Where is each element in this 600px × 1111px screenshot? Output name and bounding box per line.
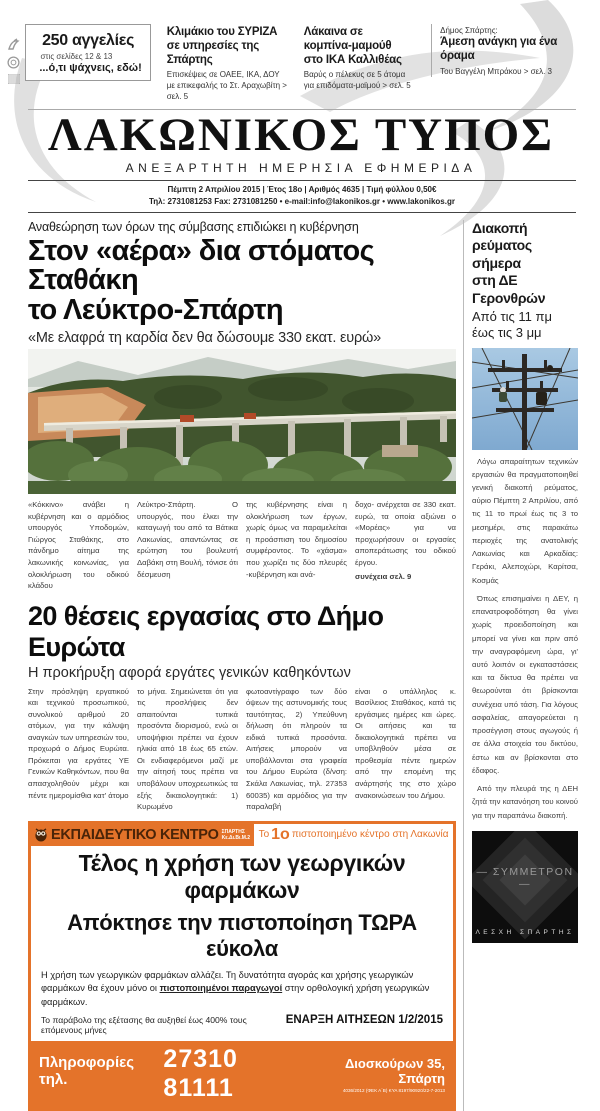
powerline-photo (472, 348, 578, 450)
teaser-title: Άμεση ανάγκη για ένα όραμα (440, 36, 568, 64)
phone-label: Πληροφορίες τηλ. (39, 1054, 157, 1088)
teaser-subtitle: Βαρύς ο πέλεκυς σε 5 άτομα για επιδόματα-μαϊμού > σελ. 5 (304, 70, 413, 92)
training-ad-brand-city: ΣΠΑΡΤΗΣ (222, 829, 250, 835)
lead-kicker: Αναθεώρηση των όρων της σύμβασης επιδιώκει η κυβέρνηση (28, 220, 456, 234)
main-column (28, 220, 456, 1111)
newspaper-subtitle: ΑΝΕΞΑΡΤΗΤΗ ΗΜΕΡΗΣΙΑ ΕΦΗΜΕΡΙΔΑ (26, 161, 576, 175)
classifieds-slogan: ...ό,τι ψάχνεις, εδώ! (32, 62, 141, 74)
sidebar-paragraph-1: Λόγω απαραίτητων τεχνικών εργασιών θα πραγματοποιηθεί γενική διακοπή ρεύματος, αύριο Πέμπτη 2 Απριλίου, από τις 11 το πρωί έως τις 3 το μεσημέρι, στις παρακάτω περιοχές της ανατολικής Λακωνίας και Αρκαδίας: Γεράκι, Αλεποχώρι, Καρίτσα, Κοσμάς (472, 455, 578, 587)
sidebar-title-line3: στη ΔΕ Γερονθρών (472, 272, 578, 307)
bridge-photo (28, 349, 456, 494)
lead-headline-line2: το Λεύκτρο-Σπάρτη (28, 296, 456, 326)
phone-number: 27310 81111 (163, 1045, 305, 1103)
training-ad-subtitle: Απόκτησε την πιστοποίηση ΤΩΡΑ εύκολα (31, 910, 453, 962)
classifieds-pages: στις σελίδες 12 & 13 (40, 52, 143, 61)
jobs-body-columns (28, 686, 456, 813)
training-center-ad (28, 821, 456, 1111)
lead-column-4 (355, 499, 456, 591)
classifieds-box (25, 24, 150, 81)
training-ad-brand-cert: Κε.Δι.Βι.Μ.2 (222, 835, 250, 841)
symmetron-ad (472, 831, 578, 943)
issue-dateline: Πέμπτη 2 Απριλίου 2015 | Έτος 18ο | Αριθμός 4635 | Τιμή φύλλου 0,50€ (28, 184, 576, 196)
lead-headline (28, 237, 456, 326)
sidebar-sub-line2: έως τις 3 μμ (472, 325, 578, 341)
training-ad-title: Τέλος η χρήση των γεωργικών φαρμάκων (31, 850, 453, 904)
top-teaser-strip (2, 24, 576, 103)
teaser-dimos-spartis (431, 24, 576, 77)
newspaper-title: ΛΑΚΩΝΙΚΟΣ ΤΥΠΟΣ (26, 112, 576, 160)
circle-seal-icon (7, 56, 20, 69)
teaser-title: Λάκαινα σε κομπίνα-μαμούθ στο ΙΚΑ Καλλιθέας (304, 26, 413, 67)
edge-print-marks (2, 24, 25, 84)
training-ad-address (305, 1056, 445, 1093)
teaser-syriza (159, 24, 296, 103)
sidebar-title-line2: σήμερα (472, 255, 578, 273)
teaser-title: Κλιμάκιο του ΣΥΡΙΖΑ σε υπηρεσίες της Σπάρτης (167, 26, 288, 67)
contact-line: Τηλ: 2731081253 Fax: 2731081250 • e-mail:info@lakonikos.gr • www.lakonikos.gr (28, 196, 576, 208)
jobs-subhead: Η προκήρυξη αφορά εργάτες γενικών καθηκόντων (28, 665, 456, 681)
jobs-column-2: το μήνα. Σημειώνεται ότι για τις προσλήψεις δεν απαιτούνται τυπικά προσόντα διορισμού, ενώ οι υποψήφιοι πρέπει να έχουν ηλικία από 18 έως 65 ετών. Οι ενδιαφερόμενοι μαζί με την αίτησή τους πρέπει να υποβάλουν υποχρεωτικώς τα εξής δικαιολογητικά: 1) Κυρωμένο (137, 686, 238, 813)
jobs-column-3: φωτοαντίγραφο των δύο όψεων της αστυνομικής τους ταυτότητας, 2) Υπεύθυνη δήλωση ότι πληρούν τα ειδικά τυπικά προσόντα. Αιτήσεις μπορούν να υποβάλλονται στα γραφεία του Δήμου Ευρώτα (δ/νση: Σκάλα Λακωνίας, τηλ. 27353 60035) και αρμόδιος για την παραλαβή (246, 686, 347, 813)
teaser-byline: Του Βαγγέλη Μπράκου > σελ. 3 (440, 67, 568, 78)
training-ad-fee-note: Το παράβολο της εξέτασης θα αυξηθεί έως 400% τους επόμενους μήνες (41, 1015, 286, 1035)
continuation-note: συνέχεια σελ. 9 (355, 571, 456, 583)
symmetron-name: — ΣΥΜΜΕΤΡΟΝ — (472, 866, 578, 890)
lead-headline-line1: Στον «αέρα» δια στόματος Σταθάκη (28, 237, 456, 296)
training-ad-contact-bar (31, 1041, 453, 1108)
sidebar-sub-line1: Από τις 11 πμ (472, 309, 578, 325)
jobs-headline: 20 θέσεις εργασίας στο Δήμο Ευρώτα (28, 601, 456, 663)
owl-logo-icon (34, 827, 48, 842)
claim-number: 1ο (271, 826, 290, 844)
sidebar-title-line1: Διακοπή ρεύματος (472, 220, 578, 255)
claim-post: πιστοποιημένο κέντρο στη Λακωνία (292, 829, 449, 840)
legal-line: 4036/2012 (ΦΕΚ Α΄Β) ΚΥΑ 8197/90920/22-7-2013 (305, 1088, 445, 1093)
jobs-column-4: είναι ο υπάλληλος κ. Βασίλειος Σταθάκος, κατά τις εργάσιμες ημέρες και ώρες. Οι αιτήσεις και τα δικαιολογητικά πρέπει να υποβληθούν μέσα σε προθεσμία πέντε ημερών από την επομένη της ανάρτησής της στο χώρο ανακοινώσεων του Δήμου. (355, 686, 456, 813)
sidebar-paragraph-3: Από την πλευρά της η ΔΕΗ ζητά την κατανόηση του κοινού για την παραπάνω διακοπή. (472, 782, 578, 822)
training-ad-start-date: ΕΝΑΡΞΗ ΑΙΤΗΣΕΩΝ 1/2/2015 (286, 1014, 443, 1026)
ad-body-bold: πιστοποιημένοι παραγωγοί (160, 983, 283, 993)
lead-subhead: «Με ελαφρά τη καρδία δεν θα δώσουμε 330 εκατ. ευρώ» (28, 330, 456, 346)
training-ad-phone (39, 1045, 305, 1103)
jobs-column-1: Στην πρόσληψη εργατικού και τεχνικού προσωπικού, συνολικού αριθμού 20 ατόμων, για την κάλυψη αναγκών των υπηρεσιών του, προχωρά ο Δήμος Ευρώτα. Πρόκειται για εργάτες ΥΕ Γενικών Καθηκόντων, που θα απασχοληθούν μέχρι και πέντε ημερομίσθια κατ' άτομο (28, 686, 129, 813)
training-ad-claim (254, 824, 453, 846)
sidebar-story-subtitle (472, 309, 578, 342)
training-ad-brand-bar (31, 824, 254, 846)
training-ad-note-row (41, 1014, 443, 1035)
sidebar-story-title (472, 220, 578, 308)
training-ad-body (41, 969, 443, 1009)
sidebar-paragraph-2: Όπως επισημαίνει η ΔΕΥ, η επανατροφοδότηση θα γίνει χωρίς προειδοποίηση και μπορεί να γίνει και πριν από την αναγραφόμενη ώρα, γι' αυτό λοιπόν οι εγκαταστάσεις και τα δίκτυα θα πρέπει να θεωρούνται ότι βρίσκονται συνέχεια υπό τάση. Για λόγους ασφαλείας, απαγορεύεται η προσέγγιση στους αγωγούς ή σε άλλα στοιχεία του δικτύου, έστω και αν βρίσκονται στο έδαφος. (472, 592, 578, 777)
claim-pre: Το (259, 829, 270, 840)
sidebar-column (463, 220, 578, 1111)
training-ad-brand: ΕΚΠΑΙΔΕΥΤΙΚΟ ΚΕΝΤΡΟ (51, 827, 219, 843)
ad-body-post: στην ορθολογική χρήση γεωργικών φαρμάκων. (41, 983, 429, 1006)
barcode-icon (8, 74, 20, 84)
publisher-bird-icon (7, 38, 20, 51)
lead-column-3: της κυβέρνησης είναι η ολοκλήρωση των έργων, χωρίς όμως να παραμελείται η προάσπιση του δημοσίου συμφέροντος. Το «χάσμα» που χωρίζει τις δύο πλευρές -κυβέρνηση και ανά- (246, 499, 347, 591)
lead-column-2: Λεύκτρο-Σπάρτη. Ο υπουργός, που έλκει την καταγωγή του από τα Βάτικα Λακωνίας, απαντώντας σε ερώτηση του βουλευτή Δαβάκη στη Βουλή, τόνισε ότι δέσμευση (137, 499, 238, 591)
masthead (2, 112, 576, 175)
ad-body-pre: Η χρήση των γεωργικών φαρμάκων αλλάζει. Τη δυνατότητα αγοράς και χρήσης γεωργικών φαρμάκων θα έχουν μόνο οι (41, 970, 413, 993)
teaser-ika (296, 24, 421, 92)
training-ad-header (31, 824, 453, 846)
address-line: Διοσκούρων 35, Σπάρτη (305, 1056, 445, 1086)
lead-body-columns (28, 499, 456, 591)
symmetron-club-label: ΛΕΣΧΗ ΣΠΑΡΤΗΣ (472, 929, 578, 936)
lead-column-1: «Κόκκινο» ανάβει η κυβέρνηση και ο αρμόδιος υπουργός Υποδομών, Γιώργος Σταθάκης, στο πάνδημο αίτημα της λακωνικής κοινωνίας, για ολοκλήρωση του οδικού κλάδου (28, 499, 129, 591)
dateline-bar (28, 180, 576, 213)
lead-column-4-text: δοχο- ανέρχεται σε 330 εκατ. ευρώ, τα οποία αξιώνει ο «Μορέας» για να προχωρήσουν οι εργασίες αποπεράτωσης του οδικού έργου. (355, 500, 456, 567)
teaser-subtitle: Επισκέψεις σε ΟΑΕΕ, ΙΚΑ, ΔΟΥ με επικεφαλής το Στ. Αραχωβίτη > σελ. 5 (167, 70, 288, 102)
classifieds-title: 250 αγγελίες (32, 32, 143, 50)
teaser-kicker: Δήμος Σπάρτης: (440, 26, 568, 35)
sidebar-body (472, 455, 578, 822)
